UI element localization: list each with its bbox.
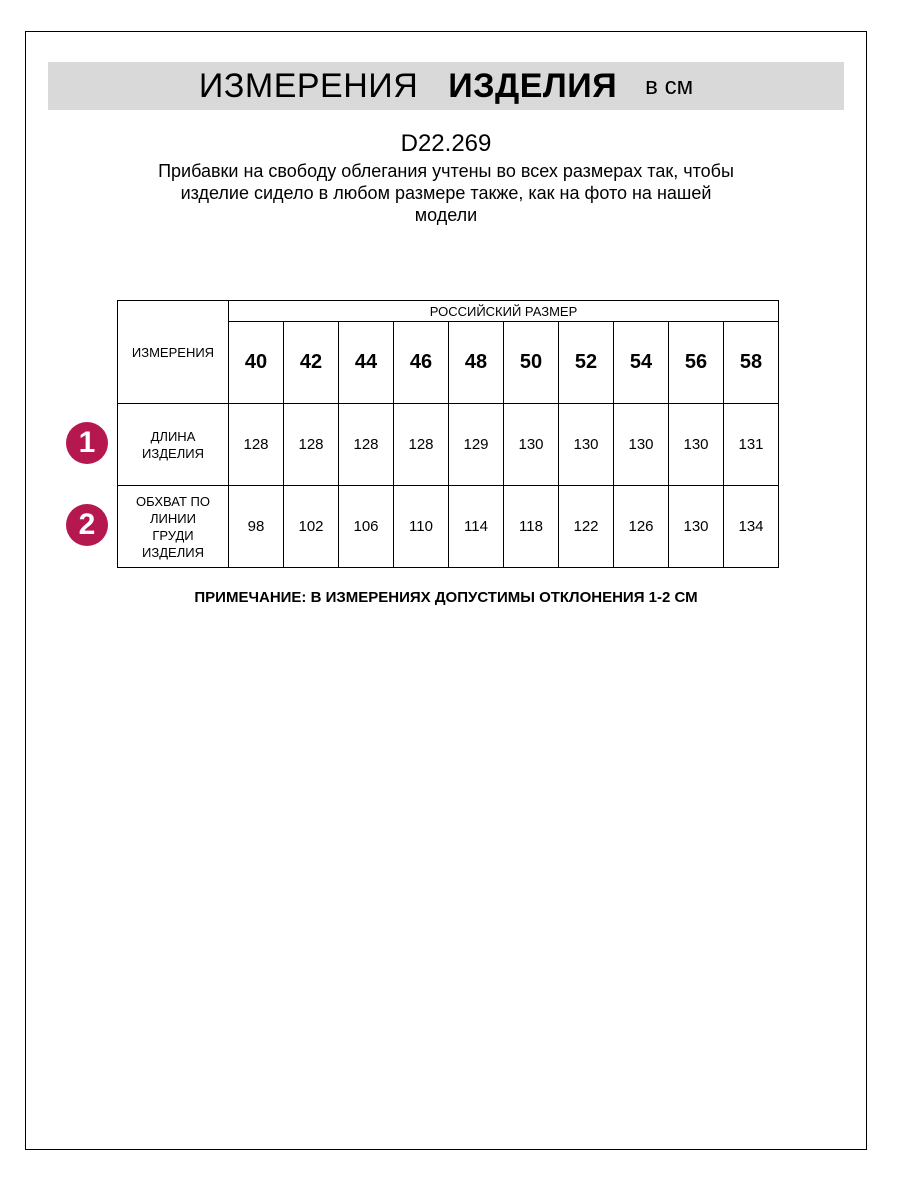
row-label-line: ДЛИНА [150,428,196,444]
table-cell: 114 [449,486,504,568]
size-cell: 50 [504,322,559,404]
title-measurements: ИЗМЕРЕНИЯ [198,66,419,105]
title-unit: в см [645,73,694,100]
description-line: изделие сидело в любом размере также, как на фото на нашей [180,183,712,203]
size-cell: 52 [559,322,614,404]
note: ПРИМЕЧАНИЕ: В ИЗМЕРЕНИЯХ ДОПУСТИМЫ ОТКЛОНЕНИЯ 1-2 СМ [194,589,698,606]
product-code: D22.269 [400,130,492,157]
size-cell: 42 [284,322,339,404]
size-cell: 40 [229,322,284,404]
table-cell: 122 [559,486,614,568]
size-cell: 54 [614,322,669,404]
row-label-line: ГРУДИ [152,527,194,543]
table-cell: 129 [449,404,504,486]
table-cell: 126 [614,486,669,568]
size-cell: 58 [724,322,779,404]
table-row-length [118,404,779,486]
table-cell: 128 [229,404,284,486]
size-cell: 46 [394,322,449,404]
row-label-line: ИЗДЕЛИЯ [142,544,204,560]
table-cell: 128 [339,404,394,486]
table-cell: 130 [559,404,614,486]
table-cell: 134 [724,486,779,568]
description-line: модели [414,205,478,225]
row-number-badge-1: 1 [66,422,108,464]
table-row-chest [118,486,779,568]
row-label-length [118,404,229,486]
table-cell: 98 [229,486,284,568]
table-cell: 106 [339,486,394,568]
size-cell: 44 [339,322,394,404]
row-label-chest [118,486,229,568]
table-cell: 130 [669,486,724,568]
row-label-line: ИЗДЕЛИЯ [142,445,204,461]
table-cell: 130 [669,404,724,486]
size-table [117,300,779,568]
table-header-row [118,301,779,322]
russian-size-header: РОССИЙСКИЙ РАЗМЕР [229,301,779,322]
title-product: ИЗДЕЛИЯ [448,66,618,105]
table-cell: 110 [394,486,449,568]
size-cell: 48 [449,322,504,404]
row-label-line: ЛИНИИ [150,510,196,526]
table-cell: 130 [504,404,559,486]
size-cell: 56 [669,322,724,404]
description [120,160,772,226]
table-cell: 118 [504,486,559,568]
table-cell: 102 [284,486,339,568]
table-cell: 130 [614,404,669,486]
title-bar [48,62,844,110]
table-cell: 128 [284,404,339,486]
row-number-badge-2: 2 [66,504,108,546]
table-cell: 131 [724,404,779,486]
row-label-line: ОБХВАТ ПО [136,493,210,509]
measurements-header: ИЗМЕРЕНИЯ [118,301,229,404]
table-cell: 128 [394,404,449,486]
description-line: Прибавки на свободу облегания учтены во всех размерах так, чтобы [158,161,734,181]
